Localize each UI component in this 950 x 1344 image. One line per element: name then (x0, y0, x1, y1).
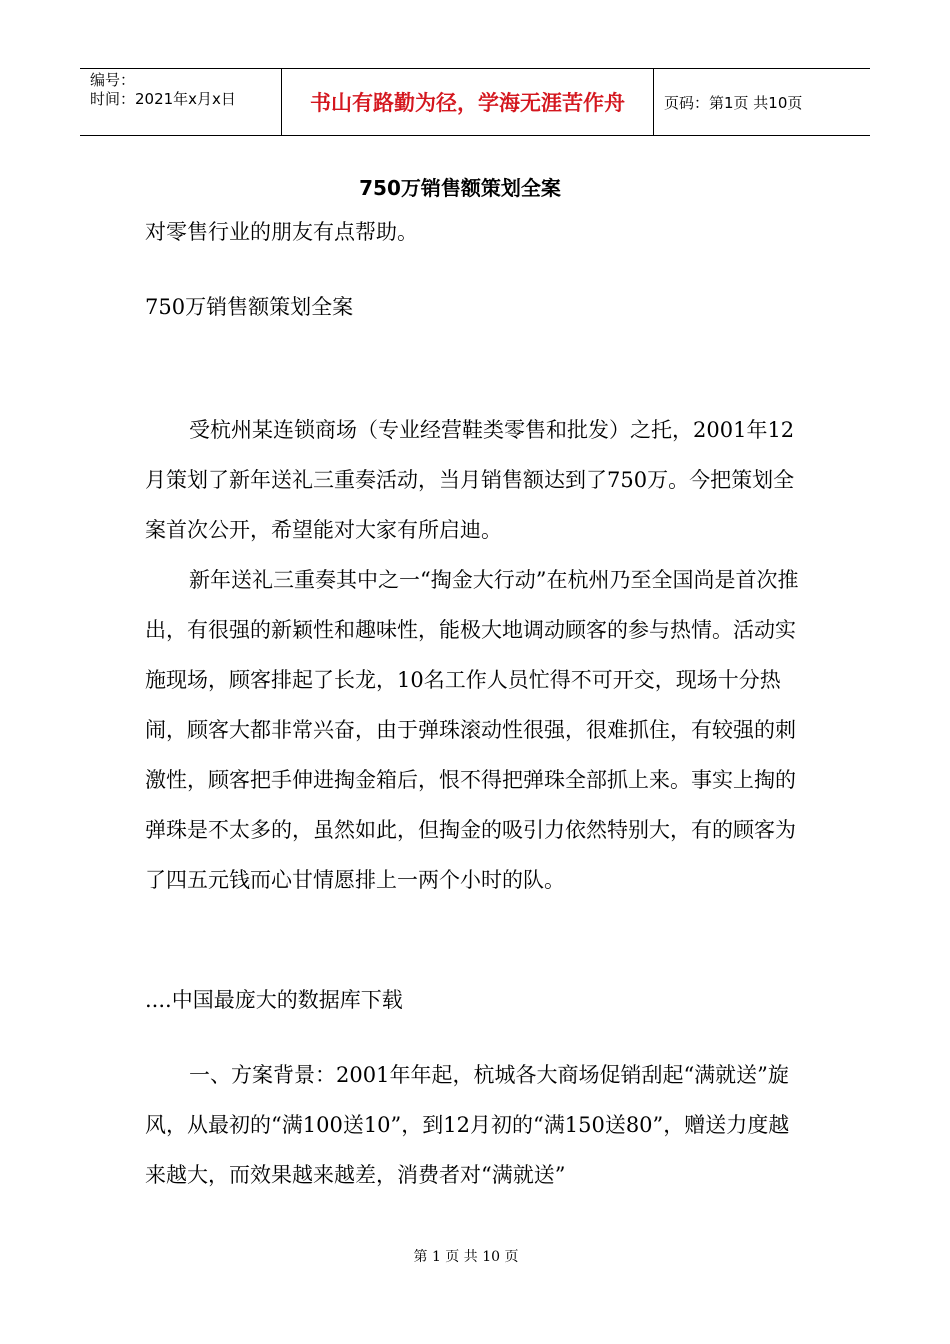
body-paragraph-1: 受杭州某连锁商场（专业经营鞋类零售和批发）之托，2001年12月策划了新年送礼三重奏活动，当月销售额达到了750万。今把策划全案首次公开，希望能对大家有所启迪。 (145, 418, 795, 542)
body-paragraph-2: 新年送礼三重奏其中之一“掏金大行动”在杭州乃至全国尚是首次推出，有很强的新颖性和趣味性，能极大地调动顾客的参与热情。活动实施现场，顾客排起了长龙，10名工作人员忙得不可开交，现场十分热闹，顾客大都非常兴奋，由于弹珠滚动性很强，很难抓住，有较强的刺激性，顾客把手伸进掏金箱后，恨不得把弹珠全部抓上来。事实上掏的弹珠是不太多的，虽然如此，但掏金的吸引力依然特别大，有的顾客为了四五元钱而心甘情愿排上一两个小时的队。 (145, 568, 799, 892)
document-title: 750万销售额策划全案 (359, 176, 561, 200)
download-note: ....中国最庞大的数据库下载 (145, 988, 403, 1012)
header-motto: 书山有路勤为径，学海无涯苦作舟 (282, 69, 654, 135)
time-label: 时间：2021年x月x日 (90, 90, 236, 108)
header-meta-cell (80, 69, 282, 135)
page-header (80, 68, 870, 136)
body-paragraph-3: 一、方案背景：2001年年起，杭城各大商场促销刮起“满就送”旋风，从最初的“满100送10”，到12月初的“满150送80”，赠送力度越来越大，而效果越来越差，消费者对“满就送” (145, 1063, 790, 1187)
page-footer: 第 1 页 共 10 页 (413, 1249, 519, 1265)
intro-paragraph: 对零售行业的朋友有点帮助。 (145, 220, 418, 244)
header-page-info: 页码：第1页 共10页 (664, 93, 803, 112)
section-heading: 750万销售额策划全案 (145, 295, 354, 319)
number-label: 编号： (90, 71, 136, 89)
